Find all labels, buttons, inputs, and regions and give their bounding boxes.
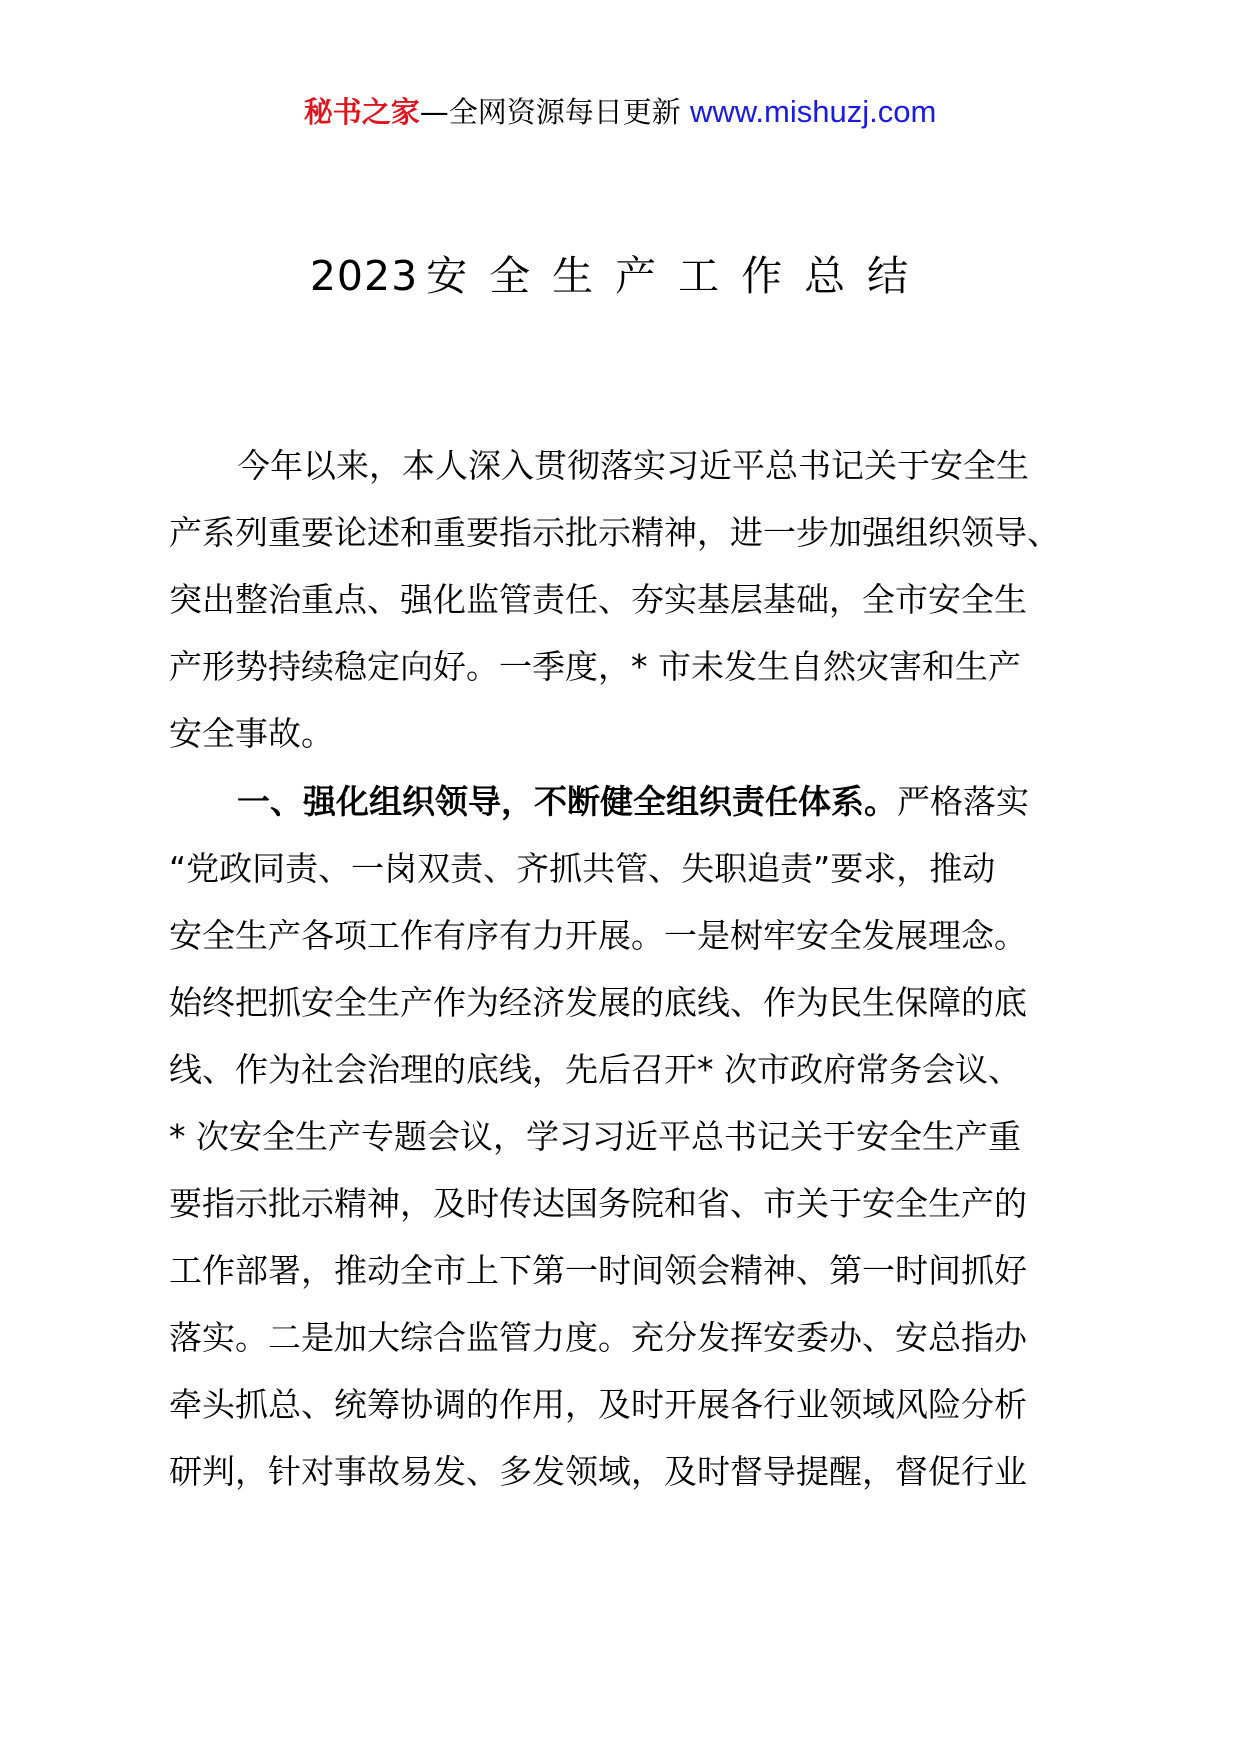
- paragraph-line: * 次安全生产专题会议，学习习近平总书记关于安全生产重: [169, 1117, 1021, 1156]
- document-body: [169, 432, 1073, 1505]
- paragraph-line: 突出整治重点、强化监管责任、夯实基层基础，全市安全生: [169, 580, 1027, 619]
- site-url-link[interactable]: www.mishuzj.com: [689, 94, 937, 129]
- paragraph-line: 产系列重要论述和重要指示批示精神，进一步加强组织领导、: [169, 513, 1060, 552]
- site-header: [0, 92, 1240, 132]
- document-title: [0, 248, 1240, 304]
- paragraph-line-text: 严格落实: [897, 782, 1029, 821]
- paragraph-first-line: [169, 768, 1073, 835]
- paragraph-line: 要指示批示精神，及时传达国务院和省、市关于安全生产的: [169, 1184, 1027, 1223]
- paragraph-line: 工作部署，推动全市上下第一时间领会精神、第一时间抓好: [169, 1251, 1027, 1290]
- section-heading: 一、强化组织领导，不断健全组织责任体系。: [237, 782, 897, 821]
- title-year: 2023: [309, 252, 419, 300]
- paragraph: [169, 768, 1073, 1505]
- paragraph-line: “党政同责、一岗双责、齐抓共管、失职追责”要求，推动: [169, 849, 996, 888]
- paragraph-line: 安全生产各项工作有序有力开展。一是树牢安全发展理念。: [169, 916, 1027, 955]
- site-tagline: —全网资源每日更新: [419, 95, 690, 129]
- paragraph-line: 牵头抓总、统筹协调的作用，及时开展各行业领域风险分析: [169, 1385, 1027, 1424]
- paragraph-line: 线、作为社会治理的底线，先后召开* 次市政府常务会议、: [169, 1050, 1021, 1089]
- site-brand: 秘书之家: [303, 95, 420, 129]
- paragraph: [169, 432, 1073, 767]
- paragraph-line: 产形势持续稳定向好。一季度，* 市未发生自然灾害和生产: [169, 647, 1021, 686]
- paragraph-line: 今年以来，本人深入贯彻落实习近平总书记关于安全生: [237, 446, 1029, 485]
- paragraph-line: 落实。二是加大综合监管力度。充分发挥安委办、安总指办: [169, 1318, 1027, 1357]
- paragraph-line: 始终把抓安全生产作为经济发展的底线、作为民生保障的底: [169, 983, 1027, 1022]
- title-text: 安全生产工作总结: [426, 252, 931, 300]
- paragraph-line: 研判，针对事故易发、多发领域，及时督导提醒，督促行业: [169, 1452, 1027, 1491]
- paragraph-line: 安全事故。: [169, 714, 334, 753]
